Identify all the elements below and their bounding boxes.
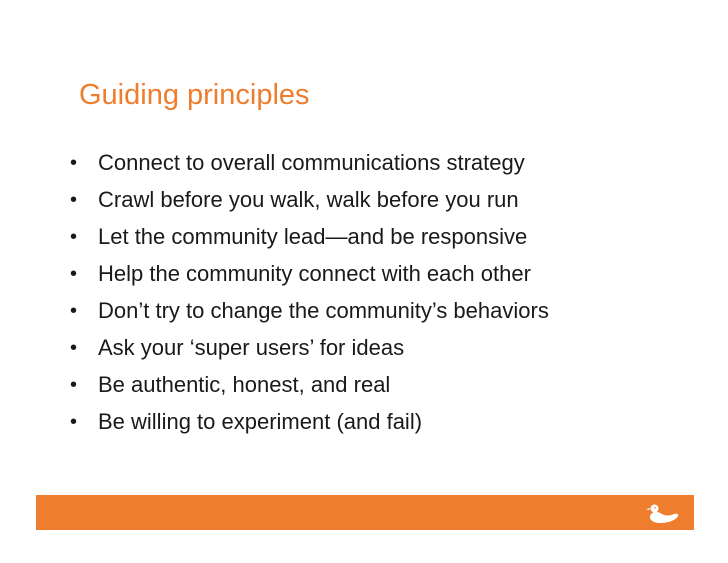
bullet-marker: • [70, 189, 78, 211]
bullet-text: Ask your ‘super users’ for ideas [98, 335, 405, 360]
slide-title: Guiding principles [79, 79, 310, 111]
bullet-text: Connect to overall communications strategy [98, 150, 525, 175]
bullet-marker: • [70, 226, 78, 248]
duck-icon [644, 499, 682, 527]
bullet-text: Crawl before you walk, walk before you run [98, 187, 519, 212]
bullet-text: Be authentic, honest, and real [98, 372, 391, 397]
bullet-text: Help the community connect with each other [98, 261, 531, 286]
footer-bar [36, 495, 694, 530]
bullet-marker: • [70, 263, 78, 285]
bullet-marker: • [70, 152, 78, 174]
bullet-marker: • [70, 374, 78, 396]
bullet-marker: • [70, 337, 78, 359]
bullet-text: Let the community lead—and be responsive [98, 224, 528, 249]
bullet-text: Don’t try to change the community’s behaviors [98, 298, 549, 323]
bullet-marker: • [70, 411, 78, 433]
bullet-marker: • [70, 300, 78, 322]
bullet-text: Be willing to experiment (and fail) [98, 409, 423, 434]
